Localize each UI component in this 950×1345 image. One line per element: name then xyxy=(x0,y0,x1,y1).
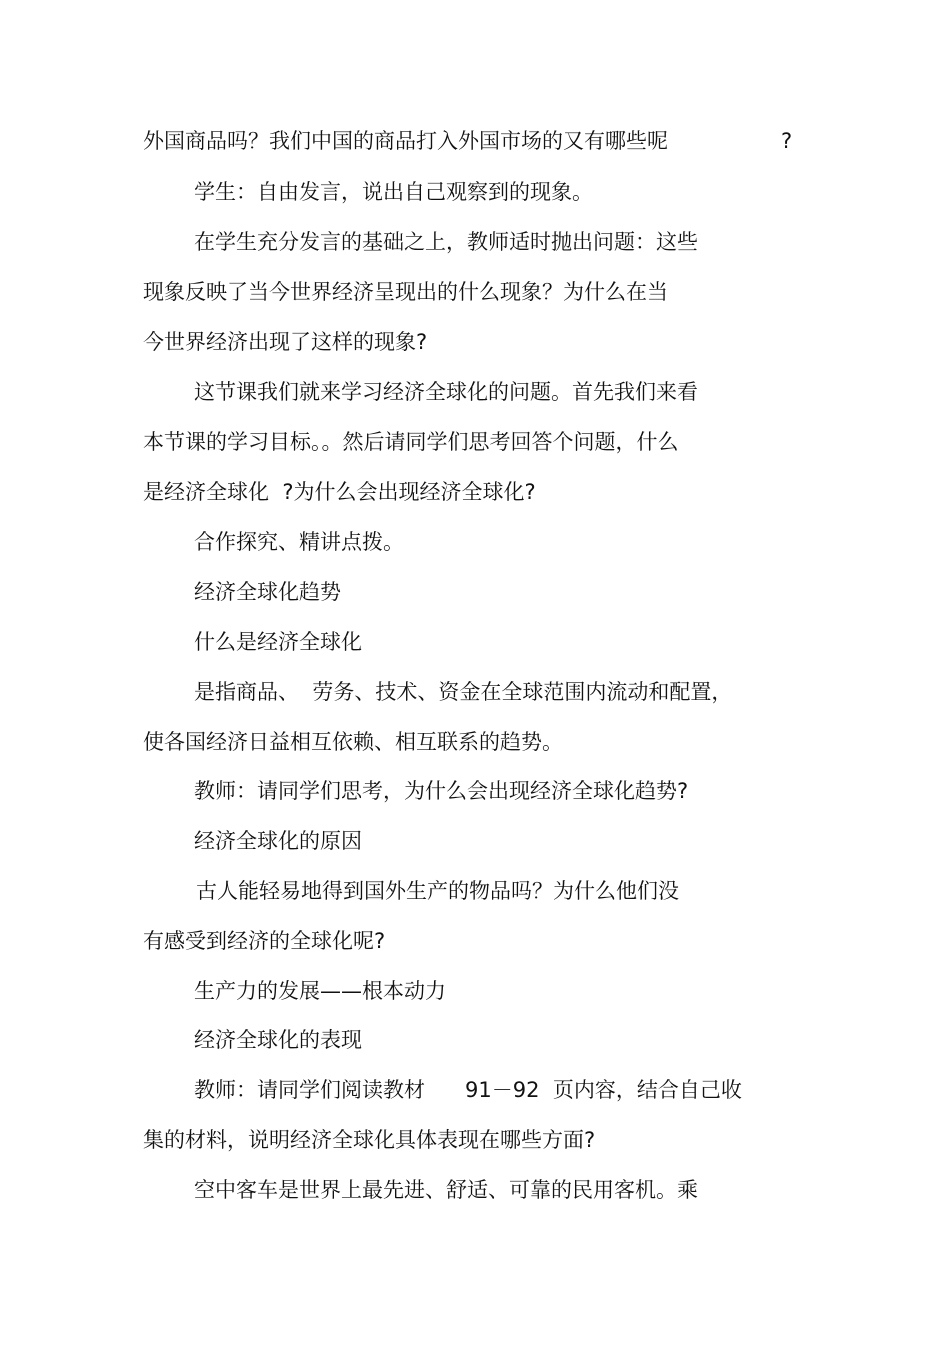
text-line: 经济全球化趋势 xyxy=(194,580,341,604)
text-line: 教师：请同学们阅读教材 91－92 页内容，结合自己收 xyxy=(194,1078,742,1102)
text-line: 是指商品、 劳务、技术、资金在全球范围内流动和配置， xyxy=(194,680,733,704)
text-line: 使各国经济日益相互依赖、相互联系的趋势。 xyxy=(143,730,563,754)
text-line: 集的材料，说明经济全球化具体表现在哪些方面? xyxy=(143,1128,596,1152)
text-line: 外国商品吗？我们中国的商品打入外国市场的又有哪些呢 xyxy=(143,129,668,153)
text-line: 空中客车是世界上最先进、舒适、可靠的民用客机。乘 xyxy=(194,1178,698,1202)
text-line: 古人能轻易地得到国外生产的物品吗？为什么他们没 xyxy=(196,879,679,903)
text-line: 生产力的发展——根本动力 xyxy=(194,979,446,1003)
text-line: 本节课的学习目标。。然后请同学们思考回答个问题，什么 xyxy=(143,430,679,454)
text-line: 经济全球化的表现 xyxy=(194,1028,362,1052)
text-line: 教师：请同学们思考，为什么会出现经济全球化趋势? xyxy=(194,779,689,803)
text-line: 现象反映了当今世界经济呈现出的什么现象？为什么在当 xyxy=(143,280,668,304)
text-line: ? xyxy=(781,129,793,153)
text-line: 学生：自由发言，说出自己观察到的现象。 xyxy=(194,180,593,204)
text-line: 经济全球化的原因 xyxy=(194,829,362,853)
text-line: 有感受到经济的全球化呢? xyxy=(143,929,386,953)
text-line: 在学生充分发言的基础之上，教师适时抛出问题：这些 xyxy=(194,230,698,254)
text-line: 是经济全球化 ?为什么会出现经济全球化? xyxy=(143,480,536,504)
text-line: 今世界经济出现了这样的现象? xyxy=(143,330,428,354)
text-line: 这节课我们就来学习经济全球化的问题。首先我们来看 xyxy=(194,380,698,404)
text-line: 合作探究、精讲点拨。 xyxy=(194,530,404,554)
text-line: 什么是经济全球化 xyxy=(194,630,362,654)
